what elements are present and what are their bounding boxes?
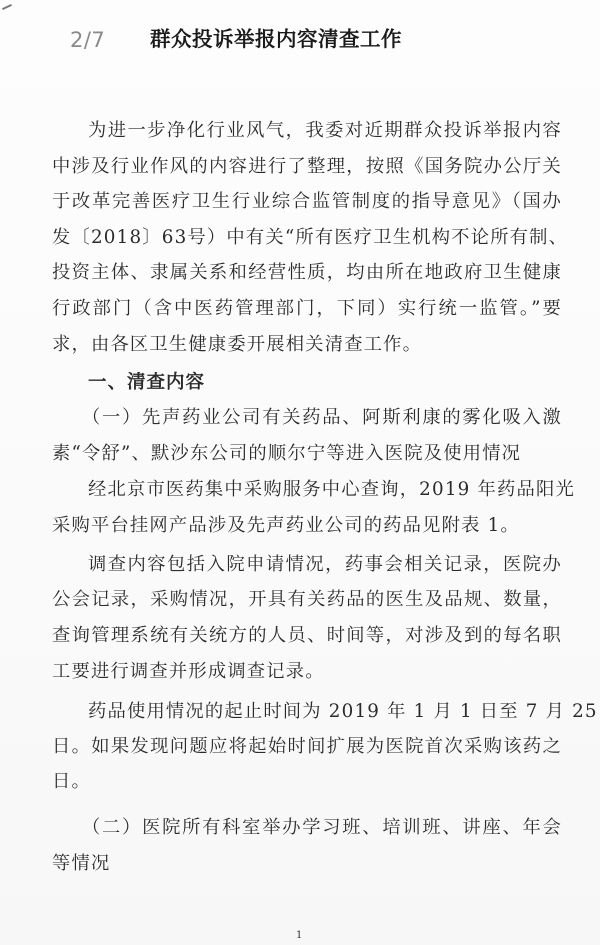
section-heading: 一、清查内容 xyxy=(88,372,206,393)
paragraph-line: 调查内容包括入院申请情况，药事会相关记录，医院办 xyxy=(88,554,562,575)
page-number: 1 xyxy=(296,930,303,941)
document-title: 群众投诉举报内容清查工作 xyxy=(150,27,402,51)
paragraph-line: 求，由各区卫生健康委开展相关清查工作。 xyxy=(52,334,423,355)
corner-mark xyxy=(2,4,12,10)
paragraph-line: 日。 xyxy=(52,771,91,792)
paragraph-line: 工要进行调查并形成调查记录。 xyxy=(52,661,325,682)
paragraph-line: 发〔2018〕63号）中有关“所有医疗卫生机构不论所有制、 xyxy=(52,227,569,248)
paragraph-line: 等情况 xyxy=(52,853,111,874)
paragraph-line: 中涉及行业作风的内容进行了整理，按照《国务院办公厅关 xyxy=(52,156,562,177)
paragraph-line: 素“令舒”、默沙东公司的顺尔宁等进入医院及使用情况 xyxy=(52,443,522,464)
paragraph-line: 公会记录，采购情况，开具有关药品的医生及品规、数量， xyxy=(52,589,562,610)
paragraph-line: 经北京市医药集中采购服务中心查询，2019 年药品阳光 xyxy=(88,479,575,500)
paragraph-line: 采购平台挂网产品涉及先声药业公司的药品见附表 1。 xyxy=(52,515,520,536)
subsection-heading: （二）医院所有科室举办学习班、培训班、讲座、年会 xyxy=(82,817,562,838)
paragraph-line: 日。如果发现问题应将起始时间扩展为医院首次采购该药之 xyxy=(52,736,562,757)
paragraph-line: 查询管理系统有关统方的人员、时间等，对涉及到的每名职 xyxy=(52,625,562,646)
paragraph-line: 于改革完善医疗卫生行业综合监管制度的指导意见》（国办 xyxy=(52,191,562,212)
paragraph-line: 行政部门（含中医药管理部门，下同）实行统一监管。”要 xyxy=(52,298,562,319)
paragraph-line: 为进一步净化行业风气，我委对近期群众投诉举报内容 xyxy=(88,120,562,141)
page-indicator: 2/7 xyxy=(70,28,106,52)
subsection-heading: （一）先声药业公司有关药品、阿斯利康的雾化吸入激 xyxy=(82,407,562,428)
paragraph-line: 药品使用情况的起止时间为 2019 年 1 月 1 日至 7 月 25 xyxy=(88,701,598,722)
paragraph-line: 投资主体、隶属关系和经营性质，均由所在地政府卫生健康 xyxy=(52,262,562,283)
